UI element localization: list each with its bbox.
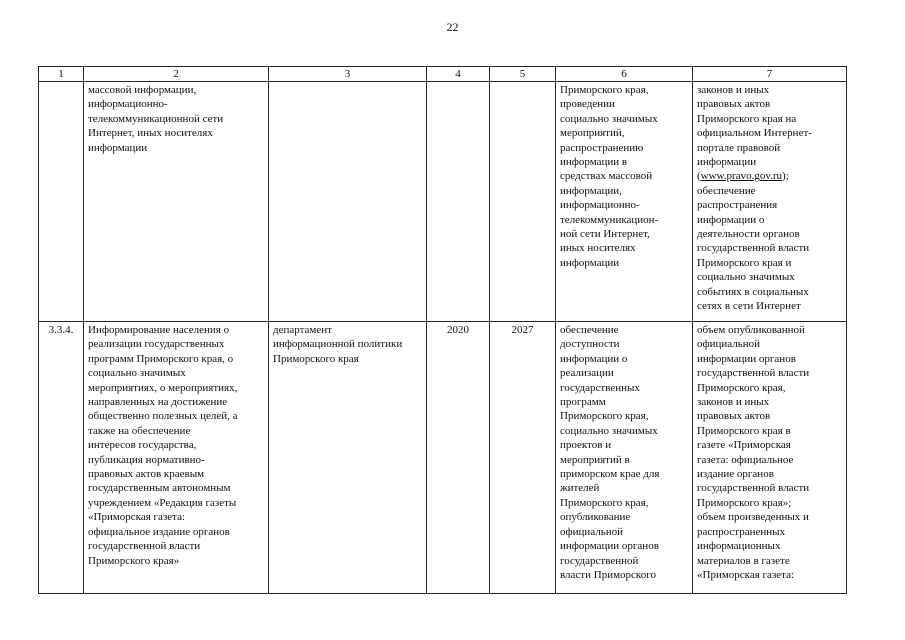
cell-line: информации о [697, 213, 765, 226]
cell-line: сетях в сети Интернет [697, 300, 801, 313]
cell-line: интересов государства, [88, 439, 197, 452]
cell-line: официальное издание органов [88, 525, 230, 538]
cell-line: объем произведенных и [697, 511, 809, 524]
cell-line: информации [560, 256, 620, 269]
cell-line: Интернет, иных носителях [88, 127, 213, 140]
cell-line: издание органов [697, 468, 774, 481]
header-col-6: 6 [556, 67, 693, 82]
row-number-cell: 3.3.4. [39, 322, 84, 594]
executor-cell [269, 322, 427, 594]
cell-line: социально значимых [560, 424, 658, 437]
cell-line: учреждением «Редакция газеты [88, 496, 237, 509]
cell-line: распространению [560, 141, 644, 154]
cell-line: информации в [560, 156, 628, 169]
cell-line: законов и иных [697, 396, 770, 409]
cell-line: государственной власти [88, 540, 201, 553]
cell-line: правовых актов краевым [88, 468, 205, 481]
cell-line: реализации [560, 367, 614, 380]
cell-line: официальной [560, 525, 624, 538]
cell-line: распространения [697, 199, 778, 212]
cell-line: государственной власти [697, 242, 810, 255]
cell-line: социально значимых [88, 367, 186, 380]
cell-line: газете «Приморская [697, 439, 791, 452]
cell-line: событиях в социальных [697, 285, 809, 298]
cell-line: доступности [560, 338, 620, 351]
cell-line: информации органов [560, 540, 659, 553]
cell-line: мероприятий в [560, 453, 630, 466]
cell-line: официальной [697, 338, 761, 351]
cell-line: средствах массовой [560, 170, 653, 183]
cell-line: общественно полезных целей, а [88, 410, 238, 423]
cell-line: опубликование [560, 511, 631, 524]
cell-line: мероприятий, [560, 127, 625, 140]
table-row [39, 82, 847, 322]
cell-line: информационно- [88, 98, 168, 111]
header-col-4: 4 [427, 67, 490, 82]
cell-line: государственной [560, 554, 639, 567]
cell-line: социально значимых [697, 271, 795, 284]
cell-line: государственной власти [697, 482, 810, 495]
cell-line: «Приморская газета: [697, 568, 795, 581]
expected-result-cell [556, 82, 693, 322]
cell-line: Приморского края и [697, 256, 792, 269]
header-row [39, 67, 847, 82]
activity-name-cell [84, 82, 269, 322]
header-col-3: 3 [269, 67, 427, 82]
start-year-cell [427, 82, 490, 322]
cell-line: «Приморская газета: [88, 511, 186, 524]
cell-line: информационно- [560, 199, 640, 212]
cell-line: Приморского края» [88, 554, 180, 567]
cell-line: информации органов [697, 352, 796, 365]
cell-line: реализации государственных [88, 338, 225, 351]
header-col-1: 1 [39, 67, 84, 82]
cell-line: массовой информации, [88, 84, 197, 96]
cell-line: Приморского края, [697, 381, 786, 394]
cell-line: жителей [560, 482, 600, 495]
indicator-cell [693, 82, 847, 322]
cell-line: официальном Интернет- [697, 127, 812, 140]
cell-line: информационных [697, 540, 781, 553]
activity-name-cell [84, 322, 269, 594]
cell-line: телекоммуникацион- [560, 213, 659, 226]
cell-line: приморском крае для [560, 468, 660, 481]
cell-line: обеспечение [697, 184, 756, 197]
cell-line: программ [560, 396, 606, 409]
cell-line: также на обеспечение [88, 424, 191, 437]
header-col-2: 2 [84, 67, 269, 82]
cell-line: Приморского края, [560, 496, 649, 509]
cell-line: газета: официальное [697, 453, 794, 466]
row-number-cell [39, 82, 84, 322]
cell-line: Информирование населения о [88, 324, 230, 336]
end-year-cell: 2027 [490, 322, 556, 594]
expected-result-cell [556, 322, 693, 594]
cell-line: объем опубликованной [697, 324, 805, 336]
cell-line: проектов и [560, 439, 612, 452]
cell-line: обеспечение [560, 324, 619, 336]
start-year-cell: 2020 [427, 322, 490, 594]
cell-line: деятельности органов [697, 228, 800, 241]
cell-line: (www.pravo.gov.ru); [697, 170, 789, 183]
cell-line: проведении [560, 98, 615, 111]
page-number: 22 [446, 20, 459, 34]
cell-line: законов и иных [697, 84, 770, 96]
cell-line: Приморского края [273, 352, 359, 365]
header-col-7: 7 [693, 67, 847, 82]
cell-line: публикация нормативно- [88, 453, 205, 466]
cell-line: государственным автономным [88, 482, 231, 495]
cell-line: программ Приморского края, о [88, 352, 234, 365]
cell-line: информационной политики [273, 338, 403, 351]
cell-line: Приморского края, [560, 410, 649, 423]
cell-line: социально значимых [560, 112, 658, 125]
table-row [39, 322, 847, 594]
cell-line: государственных [560, 381, 640, 394]
cell-line: правовых актов [697, 98, 771, 111]
cell-line: Приморского края в [697, 424, 791, 437]
cell-line: власти Приморского [560, 568, 656, 581]
end-year-cell [490, 82, 556, 322]
header-col-5: 5 [490, 67, 556, 82]
cell-line: иных носителях [560, 242, 636, 255]
cell-line: ной сети Интернет, [560, 228, 650, 241]
cell-line: информации [697, 156, 757, 169]
cell-line: распространенных [697, 525, 786, 538]
cell-line: департамент [273, 324, 332, 336]
cell-line: мероприятиях, о мероприятиях, [88, 381, 238, 394]
cell-line: направленных на достижение [88, 396, 228, 409]
cell-line: государственной власти [697, 367, 810, 380]
cell-line: Приморского края, [560, 84, 649, 96]
program-table [38, 66, 847, 594]
cell-line: информации, [560, 184, 622, 197]
cell-line: информации [88, 141, 148, 154]
indicator-cell [693, 322, 847, 594]
cell-line: телекоммуникационной сети [88, 112, 224, 125]
cell-line: Приморского края»; [697, 496, 792, 509]
cell-line: портале правовой [697, 141, 781, 154]
cell-line: правовых актов [697, 410, 771, 423]
executor-cell [269, 82, 427, 322]
cell-line: материалов в газете [697, 554, 790, 567]
cell-line: Приморского края на [697, 112, 797, 125]
cell-line: информации о [560, 352, 628, 365]
